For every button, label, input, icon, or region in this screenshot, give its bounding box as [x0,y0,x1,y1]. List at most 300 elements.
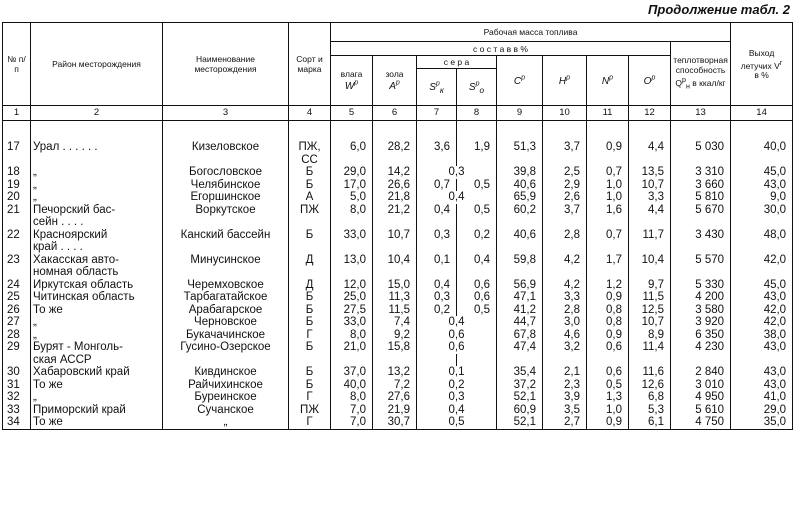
cell-ash: 11,3 [373,291,417,304]
cell-sulfur-k: 0,4 [417,279,457,292]
cell-nitrogen: 0,8 [587,304,629,317]
cell-name: Егоршинское [163,191,289,204]
header-moisture-symbol: $W^р$ [344,79,359,93]
cell-moisture: 37,0 [331,366,373,379]
cell-carbon [497,241,543,254]
table-row [3,341,793,354]
cell-name: Сучанское [163,404,289,417]
cell-volatiles: 45,0 [731,279,793,292]
coal-fields-table [2,22,793,430]
cell-sort: Б [289,304,331,317]
cell-hydrogen: 2,1 [543,366,587,379]
cell-region: „ [31,191,163,204]
cell-sulfur-k [417,266,457,279]
cell-sort [289,354,331,367]
cell-oxygen [629,354,671,367]
cell-moisture: 7,0 [331,416,373,429]
cell-hydrogen: 2,5 [543,166,587,179]
cell-region: Печорский бас- [31,204,163,217]
cell-ash: 26,6 [373,179,417,192]
table-row [3,316,793,329]
cell-sort: Б [289,316,331,329]
cell-ash: 15,0 [373,279,417,292]
table-row [3,216,793,229]
cell-moisture: 12,0 [331,279,373,292]
cell-sulfur-total: 0,3 [417,166,497,179]
cell-oxygen: 6,1 [629,416,671,429]
cell-sort: Б [289,166,331,179]
cell-heat: 6 350 [671,329,731,342]
header-sort: Сорт и марка [289,23,331,106]
cell-sulfur-total: 0,4 [417,316,497,329]
cell-region: ская АССР [31,354,163,367]
cell-volatiles: 43,0 [731,179,793,192]
cell-sulfur-total: 0,1 [417,366,497,379]
cell-sort: СС [289,154,331,167]
cell-no [3,216,31,229]
cell-sulfur-total: 0,2 [417,379,497,392]
header-hydrogen: $H^р$ [543,56,587,106]
table-row [3,266,793,279]
cell-sort: А [289,191,331,204]
cell-region: Хакасская авто- [31,254,163,267]
cell-name: Тарбагатайское [163,291,289,304]
cell-nitrogen: 1,0 [587,404,629,417]
header-moisture [331,56,373,106]
cell-nitrogen: 1,0 [587,191,629,204]
header-ash-symbol: $A^р$ [389,79,400,93]
cell-oxygen: 9,7 [629,279,671,292]
cell-volatiles: 38,0 [731,329,793,342]
cell-sulfur-k: 3,6 [417,141,457,154]
cell-nitrogen [587,241,629,254]
cell-name: Воркутское [163,204,289,217]
cell-sulfur-o: 0,6 [457,291,497,304]
cell-heat: 3 920 [671,316,731,329]
cell-no: 18 [3,166,31,179]
cell-no: 19 [3,179,31,192]
cell-moisture [331,154,373,167]
cell-region: То же [31,304,163,317]
cell-name: Букачачинское [163,329,289,342]
cell-no: 24 [3,279,31,292]
cell-sulfur-o [457,354,497,367]
col-num: 7 [417,106,457,121]
cell-heat: 3 010 [671,379,731,392]
cell-region: „ [31,391,163,404]
cell-nitrogen: 0,6 [587,341,629,354]
cell-volatiles: 29,0 [731,404,793,417]
col-num: 6 [373,106,417,121]
cell-carbon: 40,6 [497,229,543,242]
cell-sort [289,266,331,279]
cell-ash: 13,2 [373,366,417,379]
cell-name [163,354,289,367]
cell-volatiles: 40,0 [731,141,793,154]
cell-no: 31 [3,379,31,392]
cell-heat: 4 750 [671,416,731,429]
cell-region: „ [31,316,163,329]
cell-sulfur-k [417,216,457,229]
cell-moisture [331,241,373,254]
cell-moisture: 21,0 [331,341,373,354]
cell-nitrogen: 0,7 [587,229,629,242]
cell-ash [373,216,417,229]
table-row [3,279,793,292]
cell-sulfur-total: 0,4 [417,404,497,417]
cell-moisture [331,216,373,229]
cell-moisture: 17,0 [331,179,373,192]
cell-no: 34 [3,416,31,429]
cell-nitrogen: 1,2 [587,279,629,292]
cell-sulfur-o [457,266,497,279]
cell-ash: 27,6 [373,391,417,404]
cell-region: То же [31,416,163,429]
cell-no: 20 [3,191,31,204]
cell-heat: 5 670 [671,204,731,217]
cell-name [163,216,289,229]
cell-heat: 5 810 [671,191,731,204]
cell-hydrogen: 4,2 [543,254,587,267]
cell-ash [373,241,417,254]
cell-nitrogen: 0,9 [587,329,629,342]
cell-sort: Б [289,179,331,192]
table-row [3,329,793,342]
cell-carbon: 67,8 [497,329,543,342]
header-carbon: $C^р$ [497,56,543,106]
cell-ash: 15,8 [373,341,417,354]
cell-volatiles: 43,0 [731,341,793,354]
cell-heat: 4 230 [671,341,731,354]
cell-carbon: 59,8 [497,254,543,267]
header-ash-label: зола [385,68,404,79]
cell-nitrogen: 0,7 [587,166,629,179]
col-num: 14 [731,106,793,121]
cell-heat [671,354,731,367]
table-row [3,191,793,204]
cell-oxygen: 5,3 [629,404,671,417]
cell-sulfur-k: 0,3 [417,229,457,242]
cell-name: „ [163,416,289,429]
cell-oxygen: 8,9 [629,329,671,342]
cell-sulfur-o: 1,9 [457,141,497,154]
cell-name: Гусино-Озерское [163,341,289,354]
cell-heat: 2 840 [671,366,731,379]
cell-name: Минусинское [163,254,289,267]
cell-sulfur-k [417,154,457,167]
cell-hydrogen: 3,5 [543,404,587,417]
cell-carbon [497,266,543,279]
cell-moisture [331,266,373,279]
col-num: 12 [629,106,671,121]
col-num: 10 [543,106,587,121]
cell-sulfur-total: 0,6 [417,329,497,342]
cell-no: 32 [3,391,31,404]
cell-heat: 3 310 [671,166,731,179]
header-volatiles-sup: г [779,58,783,67]
cell-sulfur-o: 0,5 [457,204,497,217]
cell-heat: 5 030 [671,141,731,154]
cell-name: Богословское [163,166,289,179]
header-sulfur: с е р а [417,56,497,69]
cell-no [3,354,31,367]
cell-hydrogen: 2,7 [543,416,587,429]
header-heat [671,42,731,106]
cell-name: Черемховское [163,279,289,292]
cell-carbon: 65,9 [497,191,543,204]
cell-region: Иркутская область [31,279,163,292]
col-num: 1 [3,106,31,121]
cell-name [163,154,289,167]
cell-carbon: 52,1 [497,391,543,404]
cell-region: Урал . . . . . . [31,141,163,154]
cell-name: Черновское [163,316,289,329]
cell-heat: 5 330 [671,279,731,292]
cell-region: То же [31,379,163,392]
table-caption: Продолжение табл. 2 [648,2,790,17]
cell-sulfur-total: 0,5 [417,416,497,429]
cell-moisture: 29,0 [331,166,373,179]
cell-moisture: 40,0 [331,379,373,392]
cell-sort: Г [289,329,331,342]
cell-carbon: 41,2 [497,304,543,317]
table-body [3,121,793,430]
header-heat-label: теплотворная способность Q [673,55,728,89]
cell-sort: Д [289,279,331,292]
col-num: 5 [331,106,373,121]
cell-sulfur-k [417,354,457,367]
cell-region: край . . . . [31,241,163,254]
cell-no [3,241,31,254]
cell-hydrogen [543,241,587,254]
cell-sort: Б [289,291,331,304]
header-heat-sup: р [682,76,686,85]
cell-volatiles: 43,0 [731,366,793,379]
cell-carbon: 37,2 [497,379,543,392]
cell-hydrogen: 3,7 [543,204,587,217]
cell-carbon: 52,1 [497,416,543,429]
header-working-mass: Рабочая масса топлива [331,23,731,42]
col-num: 8 [457,106,497,121]
cell-name: Буреинское [163,391,289,404]
header-volatiles-label: Выход летучих V [740,47,780,71]
cell-volatiles: 45,0 [731,166,793,179]
cell-sulfur-o [457,154,497,167]
cell-name: Кивдинское [163,366,289,379]
cell-heat: 3 660 [671,179,731,192]
cell-no: 26 [3,304,31,317]
table-row [3,404,793,417]
cell-heat [671,154,731,167]
cell-ash: 11,5 [373,304,417,317]
table-row [3,229,793,242]
cell-hydrogen: 3,2 [543,341,587,354]
cell-ash [373,266,417,279]
table-row [3,179,793,192]
cell-oxygen: 4,4 [629,141,671,154]
cell-volatiles: 43,0 [731,291,793,304]
col-num: 4 [289,106,331,121]
cell-volatiles [731,266,793,279]
cell-hydrogen [543,354,587,367]
col-num: 2 [31,106,163,121]
cell-moisture [331,354,373,367]
cell-oxygen: 10,4 [629,254,671,267]
cell-oxygen: 13,5 [629,166,671,179]
cell-oxygen [629,266,671,279]
cell-ash: 21,8 [373,191,417,204]
cell-nitrogen: 1,3 [587,391,629,404]
cell-carbon [497,354,543,367]
header-volatiles-unit: в % [754,70,769,81]
cell-oxygen [629,216,671,229]
spacer-row [3,121,793,142]
cell-sulfur-total: 0,6 [417,341,497,354]
cell-nitrogen: 1,7 [587,254,629,267]
cell-volatiles [731,354,793,367]
cell-oxygen [629,241,671,254]
cell-oxygen: 11,7 [629,229,671,242]
cell-nitrogen: 0,8 [587,316,629,329]
cell-volatiles: 41,0 [731,391,793,404]
cell-ash: 30,7 [373,416,417,429]
cell-sulfur-k: 0,4 [417,204,457,217]
cell-oxygen: 3,3 [629,191,671,204]
cell-sulfur-o: 0,6 [457,279,497,292]
cell-no: 33 [3,404,31,417]
cell-moisture: 8,0 [331,329,373,342]
cell-hydrogen [543,216,587,229]
cell-sulfur-o [457,241,497,254]
cell-sort: Г [289,391,331,404]
cell-sulfur-o: 0,5 [457,179,497,192]
cell-ash: 7,2 [373,379,417,392]
cell-carbon: 47,1 [497,291,543,304]
cell-carbon [497,216,543,229]
header-name: Наименование месторождения [163,23,289,106]
cell-sort: Б [289,379,331,392]
col-num: 13 [671,106,731,121]
cell-sort: Б [289,366,331,379]
cell-oxygen: 11,5 [629,291,671,304]
cell-sort: ПЖ, [289,141,331,154]
cell-oxygen: 11,6 [629,366,671,379]
cell-ash: 10,4 [373,254,417,267]
cell-volatiles: 35,0 [731,416,793,429]
cell-region: Бурят - Монголь- [31,341,163,354]
header-volatiles [731,23,793,106]
table-row [3,154,793,167]
cell-moisture: 8,0 [331,204,373,217]
cell-nitrogen: 0,9 [587,291,629,304]
cell-no: 22 [3,229,31,242]
cell-ash: 9,2 [373,329,417,342]
cell-sulfur-o: 0,4 [457,254,497,267]
cell-oxygen [629,154,671,167]
cell-sort: Б [289,229,331,242]
header-no: № п/п [3,23,31,106]
cell-volatiles: 43,0 [731,379,793,392]
cell-carbon: 44,7 [497,316,543,329]
cell-volatiles: 9,0 [731,191,793,204]
cell-hydrogen: 3,9 [543,391,587,404]
cell-moisture: 25,0 [331,291,373,304]
cell-moisture: 5,0 [331,191,373,204]
col-num: 11 [587,106,629,121]
cell-carbon: 60,2 [497,204,543,217]
cell-region: Красноярский [31,229,163,242]
cell-sulfur-o: 0,5 [457,304,497,317]
table-row [3,204,793,217]
cell-sort: Д [289,254,331,267]
cell-region: Хабаровский край [31,366,163,379]
cell-sulfur-k: 0,2 [417,304,457,317]
cell-moisture: 27,5 [331,304,373,317]
cell-name: Кизеловское [163,141,289,154]
cell-volatiles: 48,0 [731,229,793,242]
table-row [3,354,793,367]
cell-moisture: 33,0 [331,316,373,329]
cell-moisture: 7,0 [331,404,373,417]
cell-sulfur-total: 0,4 [417,191,497,204]
cell-sulfur-total: 0,3 [417,391,497,404]
cell-sulfur-k: 0,3 [417,291,457,304]
cell-volatiles [731,241,793,254]
cell-sort: ПЖ [289,404,331,417]
cell-sulfur-k [417,241,457,254]
table-row [3,254,793,267]
cell-sort [289,216,331,229]
cell-name: Райчихинское [163,379,289,392]
table-row [3,291,793,304]
cell-no: 23 [3,254,31,267]
cell-hydrogen: 3,0 [543,316,587,329]
cell-carbon: 40,6 [497,179,543,192]
cell-heat: 3 580 [671,304,731,317]
cell-no [3,266,31,279]
cell-carbon: 51,3 [497,141,543,154]
table-row [3,366,793,379]
header-heat-sub: н [685,82,690,91]
cell-no: 21 [3,204,31,217]
cell-nitrogen: 0,5 [587,379,629,392]
cell-oxygen: 10,7 [629,316,671,329]
cell-heat [671,216,731,229]
cell-moisture: 33,0 [331,229,373,242]
cell-ash: 21,2 [373,204,417,217]
cell-oxygen: 6,8 [629,391,671,404]
cell-nitrogen [587,216,629,229]
cell-nitrogen: 1,6 [587,204,629,217]
cell-hydrogen [543,154,587,167]
cell-hydrogen: 4,2 [543,279,587,292]
cell-no: 17 [3,141,31,154]
cell-no [3,154,31,167]
cell-volatiles: 42,0 [731,316,793,329]
header-oxygen: $O^р$ [629,56,671,106]
cell-hydrogen: 2,6 [543,191,587,204]
cell-heat: 5 610 [671,404,731,417]
table-row [3,379,793,392]
cell-carbon: 35,4 [497,366,543,379]
cell-oxygen: 4,4 [629,204,671,217]
cell-no: 25 [3,291,31,304]
column-numbers-row [3,106,793,121]
cell-nitrogen: 0,6 [587,366,629,379]
cell-nitrogen: 0,9 [587,416,629,429]
cell-ash: 21,9 [373,404,417,417]
cell-region: Читинская область [31,291,163,304]
